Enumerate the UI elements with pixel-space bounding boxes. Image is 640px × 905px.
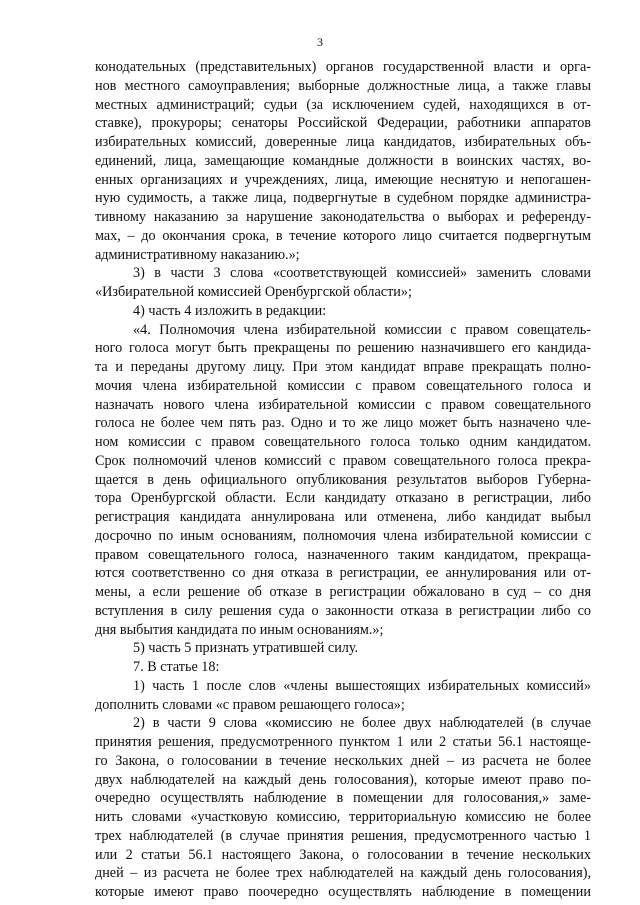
text-line: та и переданы другому лицу. При этом кандидат вправе прекращать полно- xyxy=(95,359,591,375)
text-line: конодательных (представительных) органов государственной власти и орга- xyxy=(95,59,591,75)
text-line: 1) часть 1 после слов «члены вышестоящих избирательных комиссий» xyxy=(133,677,591,694)
page-number: 3 xyxy=(317,35,323,49)
text-line: Срок полномочий членов комиссий с правом совещательного голоса прекра- xyxy=(95,452,591,469)
text-line: местных администраций; судьи (за исключением судей, находящихся в от- xyxy=(95,96,591,113)
text-line: ставке), прокуроры; сенаторы Российской Федерации, работники аппаратов xyxy=(95,115,591,132)
text-line: тивному наказанию за нарушение законодательства о выборах и референду- xyxy=(95,209,591,225)
text-line: ную судимость, а также лица, подвергнутые в судебном порядке администра- xyxy=(95,190,591,207)
text-line: голоса не более чем пять раз. Одно и то же лицо может быть назначено чле- xyxy=(95,415,591,432)
text-line: избирательных комиссий, доверенные лица кандидатов, избирательных объ- xyxy=(95,134,591,150)
text-line: нов местного самоуправления; выборные должностные лица, а также главы xyxy=(95,77,591,94)
text-line: которые имеют право поочередно осуществлять наблюдение в помещении xyxy=(95,884,591,900)
text-line: очередно осуществлять наблюдение в помещении для голосования,» заме- xyxy=(95,790,591,807)
text-line: правом совещательного голоса, назначенного таким кандидатом, прекраща- xyxy=(95,546,591,563)
text-line: единений, лица, замещающие командные должности в воинских частях, во- xyxy=(95,152,591,169)
text-line: 4) часть 4 изложить в редакции: xyxy=(133,302,327,319)
text-line: дня выбытия кандидата по иным основаниям.»; xyxy=(95,621,384,638)
text-line: двух наблюдателей на каждый день голосования), которые имеют право по- xyxy=(95,771,591,788)
text-line: «4. Полномочия члена избирательной комиссии с правом совещатель- xyxy=(133,321,591,338)
text-line: 7. В статье 18: xyxy=(133,659,220,675)
text-line: 5) часть 5 признать утратившей силу. xyxy=(133,640,359,657)
text-line: дней – из расчета не более трех наблюдателей на каждый день голосования), xyxy=(95,865,591,882)
text-line: нить словами «участковую комиссию, территориальную комиссию не более xyxy=(95,809,591,825)
text-line: или 2 статьи 56.1 настоящего Закона, о голосовании в течение нескольких xyxy=(95,846,591,863)
text-line: тора Оренбургской области. Если кандидату отказано в регистрации, либо xyxy=(95,490,591,507)
text-line: 2) в части 9 слова «комиссию не более двух наблюдателей (в случае xyxy=(133,715,591,732)
text-line: ного голоса могут быть прекращены по решению назначившего его кандида- xyxy=(95,340,591,357)
text-line: назначать нового члена избирательной комиссии с правом совещательного xyxy=(95,396,591,413)
text-line: трех наблюдателей (в случае принятия решения, предусмотренного частью 1 xyxy=(95,827,591,844)
text-line: принятия решения, предусмотренного пунктом 1 или 2 статьи 56.1 настояще- xyxy=(95,734,591,750)
text-line: мочия члена избирательной комиссии с правом совещательного голоса и xyxy=(95,377,591,394)
document-body xyxy=(95,58,591,902)
text-line: мах, – до окончания срока, в течение которого лицо считается подвергнутым xyxy=(95,227,591,244)
text-line: ются соответственно со дня отказа в регистрации, ее аннулирования или от- xyxy=(95,565,591,582)
text-line: досрочно по иным основаниям, полномочия члена избирательной комиссии с xyxy=(95,527,591,544)
text-line: мены, а если решение об отказе в регистрации обжаловано в суд – со дня xyxy=(95,584,591,600)
text-line: енных организациях и учреждениях, лица, имеющие неснятую и непогашен- xyxy=(95,171,591,188)
text-line: регистрация кандидата аннулирована или отменена, либо кандидат выбыл xyxy=(95,509,591,525)
text-line: ном комиссии с правом совещательного голоса только одним кандидатом. xyxy=(95,434,591,450)
text-line: го Закона, о голосовании в течение нескольких дней – из расчета не более xyxy=(95,752,591,769)
text-line: административному наказанию.»; xyxy=(95,246,300,263)
text-line: щается в день официального опубликования результатов выборов Губерна- xyxy=(95,471,591,488)
text-line: «Избирательной комиссией Оренбургской области»; xyxy=(95,284,412,300)
text-line: дополнить словами «с правом решающего голоса»; xyxy=(95,696,405,713)
text-line: 3) в части 3 слова «соответствующей комиссией» заменить словами xyxy=(133,265,591,282)
text-line: вступления в силу решения суда о законности отказа в регистрации либо со xyxy=(95,602,591,619)
